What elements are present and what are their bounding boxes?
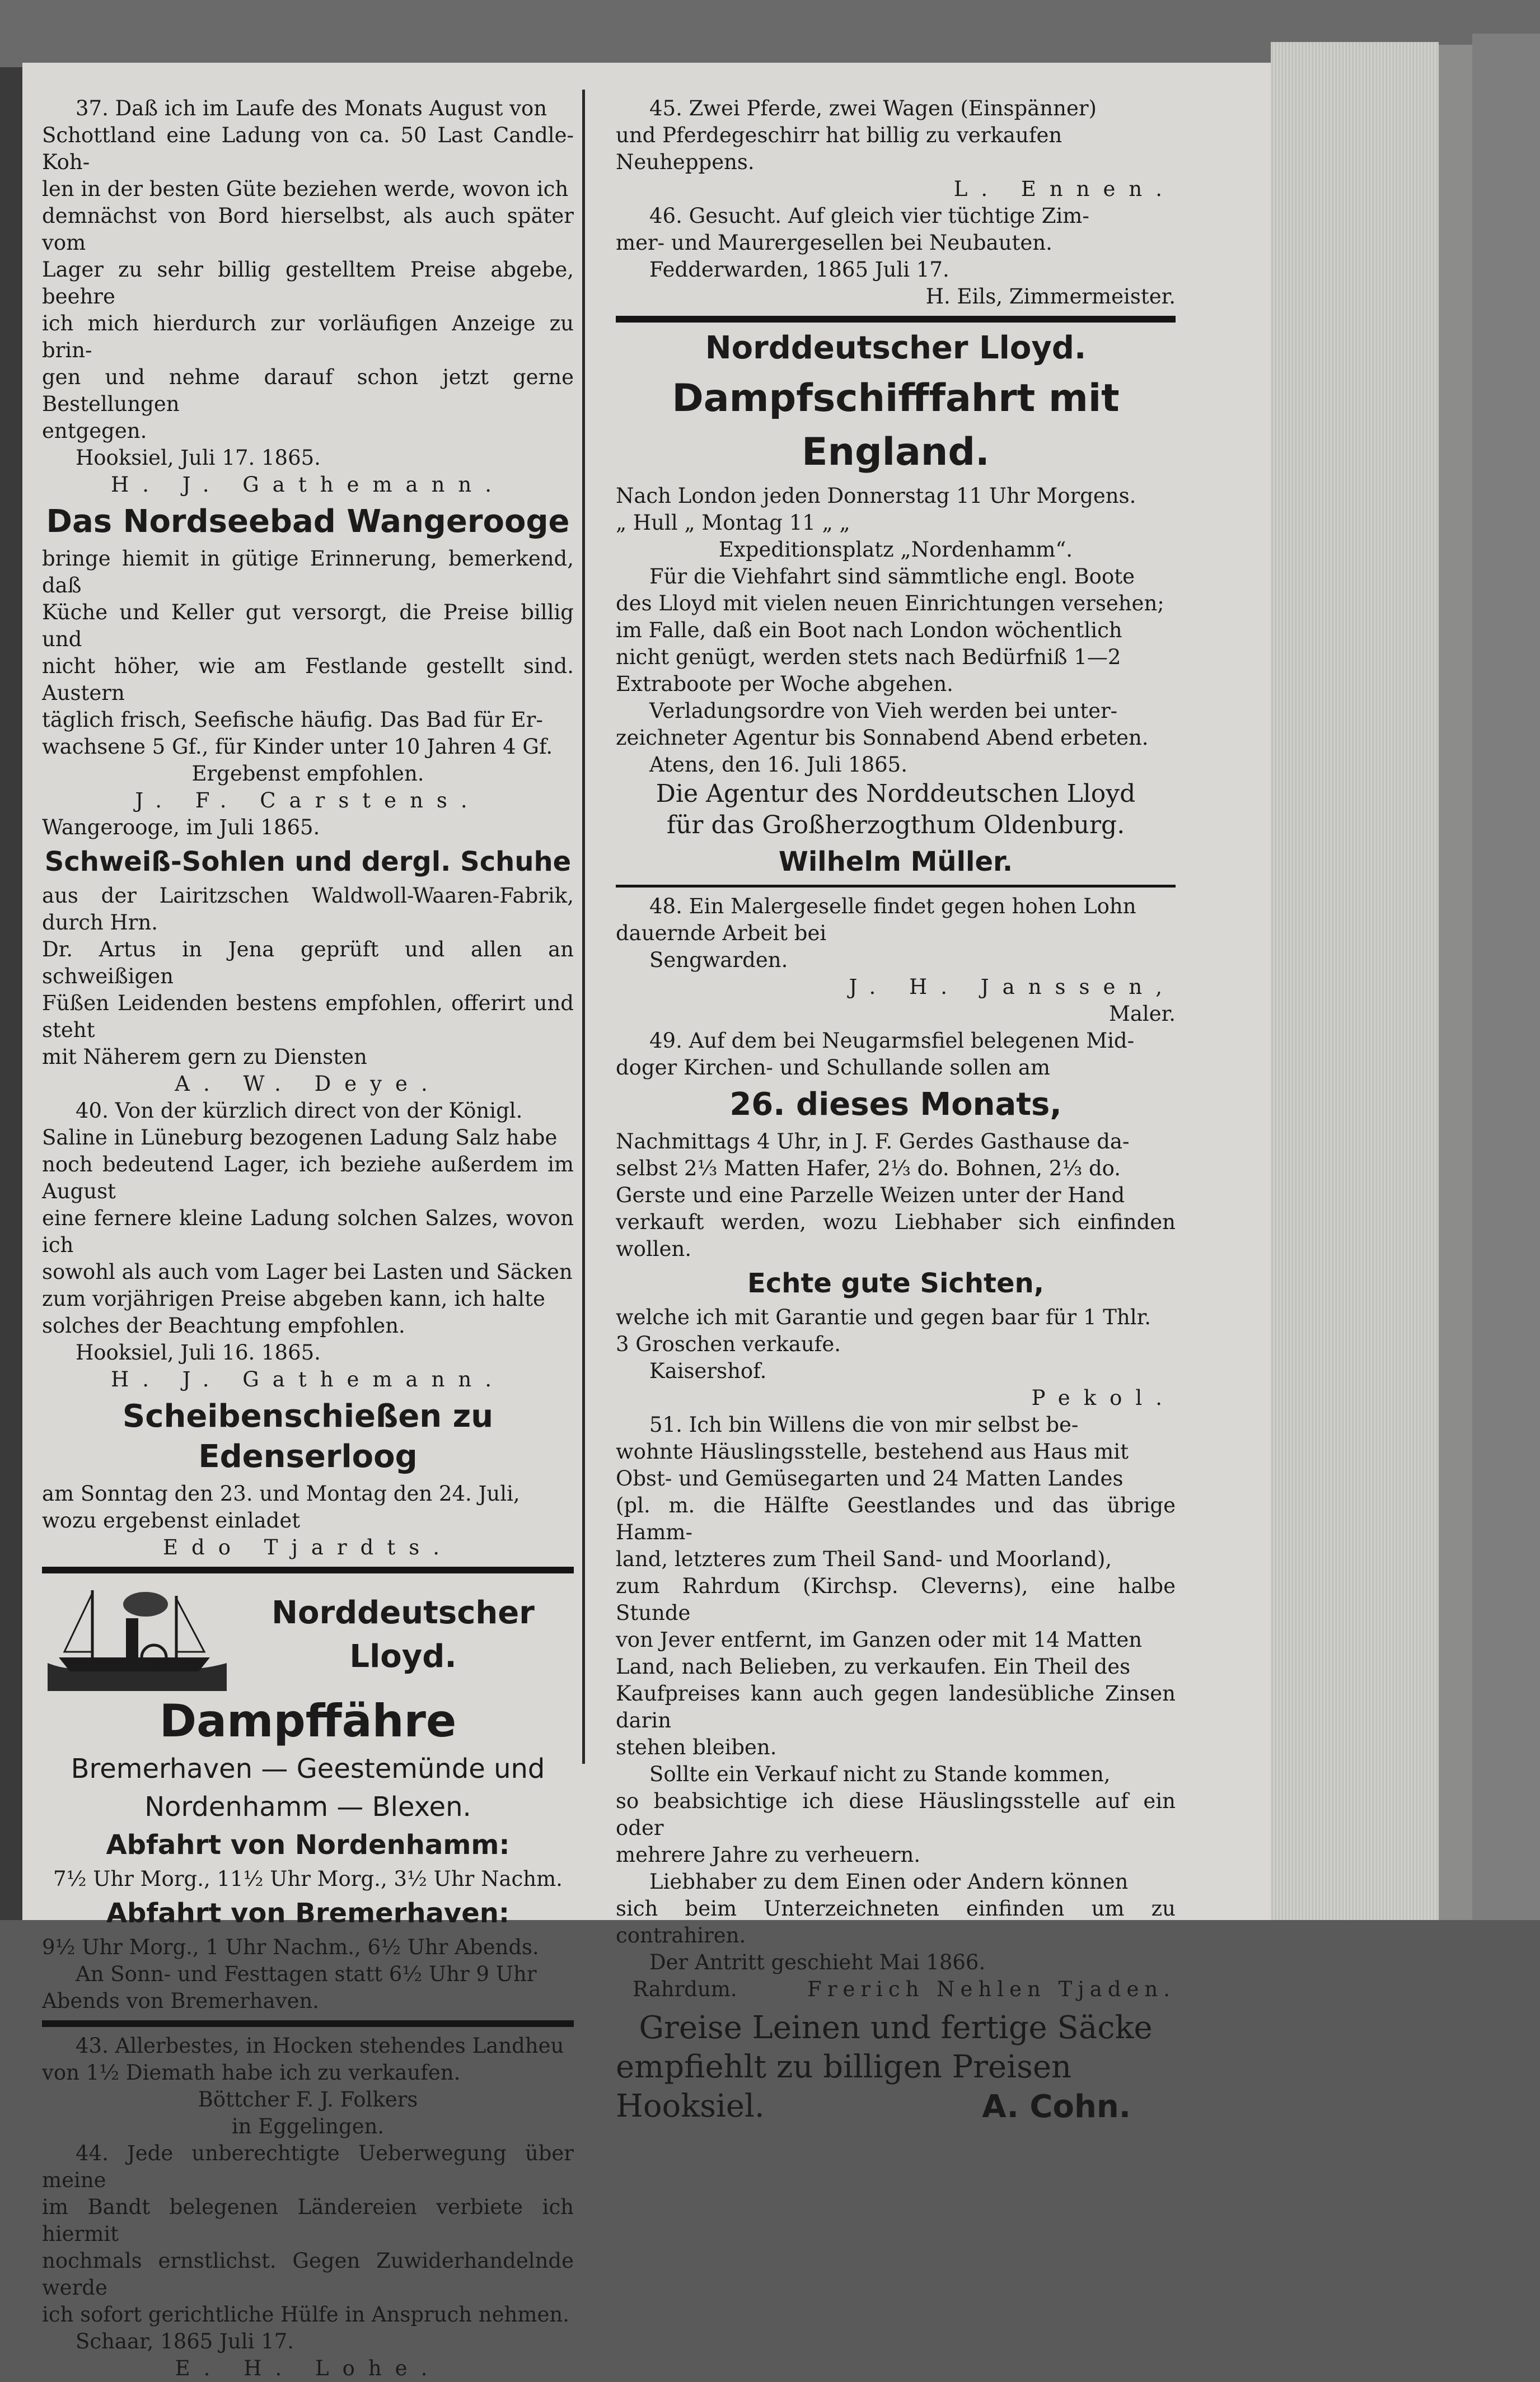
text-line: so beabsichtige ich diese Häuslingsstelle auf ein oder xyxy=(616,1789,1176,1840)
text-line: verkauft werden, wozu Liebhaber sich einfinden wollen. xyxy=(616,1210,1176,1261)
ad-scheibenschiessen xyxy=(42,1396,574,1561)
text-line: ich sofort gerichtliche Hülfe in Anspruch nehmen. xyxy=(42,2302,569,2327)
text-line: solches der Beachtung empfohlen. xyxy=(42,1314,405,1338)
ad-lloyd-england xyxy=(616,328,1176,879)
ad-schweiss-sohlen xyxy=(42,844,574,1097)
text-line: mer- und Maurergesellen bei Neubauten. xyxy=(616,231,1052,255)
signature-title: Maler. xyxy=(1108,1002,1176,1026)
ad-43 xyxy=(42,2033,574,2140)
ad-heading: Norddeutscher Lloyd. xyxy=(705,330,1087,366)
ad-48 xyxy=(616,893,1176,1027)
ad-37 xyxy=(42,95,574,498)
facing-page-edge xyxy=(0,67,22,1920)
text-line: Nach London jeden Donnerstag 11 Uhr Morgens. xyxy=(616,484,1136,508)
text-line: im Bandt belegenen Ländereien verbiete ich hiermit xyxy=(42,2195,574,2246)
signature: A. Cohn. xyxy=(982,2089,1131,2125)
place-date: Atens, den 16. Juli 1865. xyxy=(649,753,907,777)
text-line: zum vorjährigen Preise abgeben kann, ich halte xyxy=(42,1287,545,1311)
signature: H. J. Gathemann. xyxy=(110,1367,505,1391)
text-line: 46. Gesucht. Auf gleich vier tüchtige Zim- xyxy=(649,204,1089,228)
departure-heading: Abfahrt von Bremerhaven: xyxy=(106,1898,510,1929)
text-line: eine fernere kleine Ladung solchen Salzes, wovon ich xyxy=(42,1206,574,1257)
ad-heading: Norddeutscher xyxy=(272,1595,535,1631)
text-line: Obst- und Gemüsegarten und 24 Matten Landes xyxy=(616,1466,1124,1491)
left-column xyxy=(42,95,574,2382)
section-rule xyxy=(42,1567,574,1573)
text-line: len in der besten Güte beziehen werde, wovon ich xyxy=(42,177,569,201)
section-rule xyxy=(42,2020,574,2027)
ad-51 xyxy=(616,1412,1176,2003)
text-line: 51. Ich bin Willens die von mir selbst be- xyxy=(649,1413,1079,1437)
ad-cohn xyxy=(616,2009,1176,2127)
text-line: mehrere Jahre zu verheuern. xyxy=(616,1843,921,1867)
ad-lloyd-ferry xyxy=(42,1579,574,2015)
book-cover-edge xyxy=(1472,34,1540,1920)
place: Hooksiel. xyxy=(616,2088,765,2124)
text-line: Sollte ein Verkauf nicht zu Stande kommen, xyxy=(649,1762,1111,1786)
text-line: 48. Ein Malergeselle findet gegen hohen Lohn xyxy=(649,894,1136,918)
ad-49 xyxy=(616,1027,1176,1263)
ad-heading: empfiehlt zu billigen Preisen xyxy=(616,2049,1072,2085)
text-line: Liebhaber zu dem Einen oder Andern können xyxy=(649,1870,1129,1894)
text-line: des Lloyd mit vielen neuen Einrichtungen versehen; xyxy=(616,591,1164,615)
route-line: Bremerhaven — Geestemünde und xyxy=(71,1753,545,1785)
signature: H. Eils, Zimmermeister. xyxy=(925,284,1176,309)
text-line: täglich frisch, Seefische häufig. Das Bad für Er- xyxy=(42,708,543,732)
page-stack-edge xyxy=(1271,42,1439,1920)
ad-45 xyxy=(616,95,1176,203)
ferry-header xyxy=(42,1579,574,1691)
ad-heading: Das Nordseebad Wangerooge xyxy=(46,503,570,540)
text-line: Extraboote per Woche abgehen. xyxy=(616,672,953,696)
text-line: nochmals ernstlichst. Gegen Zuwiderhandelnde werde xyxy=(42,2249,574,2300)
signature: Pekol. xyxy=(1031,1386,1176,1410)
text-line: Saline in Lüneburg bezogenen Ladung Salz habe xyxy=(42,1125,558,1150)
text-line: Land, nach Belieben, zu verkaufen. Ein Theil des xyxy=(616,1655,1131,1679)
text-line: gen und nehme darauf schon jetzt gerne Bestellungen xyxy=(42,365,574,416)
text-line: wozu ergebenst einladet xyxy=(42,1508,301,1533)
text-line: 49. Auf dem bei Neugarmsfiel belegenen Mid- xyxy=(649,1029,1135,1053)
text-line: Abends von Bremerhaven. xyxy=(42,1989,320,2013)
ad-sichten xyxy=(616,1266,1176,1412)
text-line: selbst 2⅓ Matten Hafer, 2⅓ do. Bohnen, 2⅓ do. xyxy=(616,1156,1121,1180)
text-line: von 1½ Diemath habe ich zu verkaufen. xyxy=(42,2061,461,2085)
text-line: Schottland eine Ladung von ca. 50 Last Candle-Koh- xyxy=(42,123,574,174)
text-line: mit Näherem gern zu Diensten xyxy=(42,1045,367,1069)
agency-line: für das Großherzogthum Oldenburg. xyxy=(666,811,1125,839)
departure-times: 7½ Uhr Morg., 11½ Uhr Morg., 3½ Uhr Nachm. xyxy=(53,1867,563,1891)
agent-name: Wilhelm Müller. xyxy=(778,846,1013,877)
text-line: bringe hiemit in gütige Erinnerung, bemerkend, daß xyxy=(42,547,574,597)
text-line: nicht höher, wie am Festlande gestellt sind. Austern xyxy=(42,654,574,705)
section-rule xyxy=(616,316,1176,323)
ad-heading: Echte gute Sichten, xyxy=(747,1268,1044,1299)
column-divider xyxy=(582,90,585,1764)
text-line: sich beim Unterzeichneten einfinden um zu contrahiren. xyxy=(616,1897,1176,1947)
ad-46 xyxy=(616,203,1176,310)
text-line: am Sonntag den 23. und Montag den 24. Juli, xyxy=(42,1482,520,1506)
departure-times: 9½ Uhr Morg., 1 Uhr Nachm., 6½ Uhr Abends. xyxy=(42,1935,539,1959)
text-line: Küche und Keller gut versorgt, die Preise billig und xyxy=(42,600,574,651)
text-line: doger Kirchen- und Schullande sollen am xyxy=(616,1055,1050,1080)
agency-line: Die Agentur des Norddeutschen Lloyd xyxy=(656,779,1136,808)
signature: E. H. Lohe. xyxy=(175,2356,441,2380)
text-line: noch bedeutend Lager, ich beziehe außerdem im August xyxy=(42,1152,574,1203)
place-date: Hooksiel, Juli 16. 1865. xyxy=(76,1341,321,1365)
text-line: sowohl als auch vom Lager bei Lasten und Säcken xyxy=(42,1260,573,1284)
text-line: 44. Jede unberechtigte Ueberwegung über meine xyxy=(42,2141,574,2192)
text-line: 37. Daß ich im Laufe des Monats August von xyxy=(76,96,547,120)
signature: Frerich Nehlen Tjaden. xyxy=(807,1977,1176,2001)
text-line: „ Hull „ Montag 11 „ „ xyxy=(616,511,850,535)
ad-44 xyxy=(42,2140,574,2382)
text-line: entgegen. xyxy=(42,419,147,443)
text-line: Der Antritt geschieht Mai 1866. xyxy=(649,1950,986,1974)
text-line: und Pferdegeschirr hat billig zu verkaufen xyxy=(616,123,1062,147)
text-line: Verladungsordre von Vieh werden bei unter- xyxy=(649,699,1118,723)
text-line: demnächst von Bord hierselbst, als auch später vom xyxy=(42,204,574,255)
text-line: Füßen Leidenden bestens empfohlen, offerirt und steht xyxy=(42,991,574,1042)
signature: H. J. Gathemann. xyxy=(110,473,505,497)
ad-heading: Scheibenschießen zu Edenserloog xyxy=(122,1398,494,1475)
signature: Böttcher F. J. Folkers xyxy=(198,2087,418,2112)
text-line: An Sonn- und Festtagen statt 6½ Uhr 9 Uhr xyxy=(76,1962,537,1986)
text-line: Für die Viehfahrt sind sämmtliche engl. Boote xyxy=(649,564,1135,589)
place: Sengwarden. xyxy=(649,948,788,972)
ferry-heading-group xyxy=(232,1590,574,1680)
signature: J. H. Janssen, xyxy=(849,975,1176,999)
text-line: wachsene 5 Gf., für Kinder unter 10 Jahren 4 Gf. xyxy=(42,735,553,759)
ad-heading: Dampfschifffahrt mit England. xyxy=(672,376,1120,474)
signature: in Eggelingen. xyxy=(231,2114,385,2138)
text-line: Gerste und eine Parzelle Weizen unter der Hand xyxy=(616,1183,1125,1207)
text-line: (pl. m. die Hälfte Geestlandes und das übrige Hamm- xyxy=(616,1493,1176,1544)
text-line: stehen bleiben. xyxy=(616,1735,777,1759)
ad-heading: Greise Leinen und fertige Säcke xyxy=(639,2010,1153,2046)
text-line: Nachmittags 4 Uhr, in J. F. Gerdes Gasthause da- xyxy=(616,1129,1130,1153)
ad-heading: Schweiß-Sohlen und dergl. Schuhe xyxy=(44,846,572,877)
signature: L. Ennen. xyxy=(953,177,1176,201)
ad-40 xyxy=(42,1097,574,1393)
ad-heading: Lloyd. xyxy=(349,1638,457,1675)
place-date: Wangerooge, im Juli 1865. xyxy=(42,815,320,839)
ad-heading: Dampffähre xyxy=(159,1695,457,1747)
text-line: aus der Lairitzschen Waldwoll-Waaren-Fabrik, durch Hrn. xyxy=(42,884,574,935)
text-line: ich mich hierdurch zur vorläufigen Anzeige zu brin- xyxy=(42,311,574,362)
ad-nordseebad xyxy=(42,502,574,841)
departure-heading: Abfahrt von Nordenhamm: xyxy=(106,1829,510,1861)
date-heading: 26. dieses Monats, xyxy=(729,1086,1062,1123)
text-line: Dr. Artus in Jena geprüft und allen an schweißigen xyxy=(42,937,574,988)
signature: Edo Tjardts. xyxy=(163,1535,453,1559)
route-line: Nordenhamm — Blexen. xyxy=(144,1791,471,1823)
place-date: Schaar, 1865 Juli 17. xyxy=(76,2329,294,2353)
text-line: welche ich mit Garantie und gegen baar für 1 Thlr. xyxy=(616,1305,1151,1329)
text-line: 3 Groschen verkaufe. xyxy=(616,1332,841,1356)
text-line: 43. Allerbestes, in Hocken stehendes Landheu xyxy=(76,2034,564,2058)
text-line: land, letzteres zum Theil Sand- und Moorland), xyxy=(616,1547,1112,1571)
text-line: wohnte Häuslingsstelle, bestehend aus Haus mit xyxy=(616,1440,1129,1464)
text-line: zeichneter Agentur bis Sonnabend Abend erbeten. xyxy=(616,726,1149,750)
text-line: Kaufpreises kann auch gegen landesübliche Zinsen darin xyxy=(616,1682,1176,1732)
page-stack-shadow xyxy=(1439,45,1472,1920)
place-date: Fedderwarden, 1865 Juli 17. xyxy=(649,258,949,282)
text-line: dauernde Arbeit bei xyxy=(616,921,827,945)
steamship-icon xyxy=(42,1579,232,1691)
text-line: 40. Von der kürzlich direct von der Königl. xyxy=(76,1099,523,1123)
text-line: 45. Zwei Pferde, zwei Wagen (Einspänner) xyxy=(649,96,1097,120)
signature: J. F. Carstens. xyxy=(135,788,481,812)
right-column xyxy=(616,95,1176,2127)
signature-row xyxy=(616,2087,1176,2127)
text-line: von Jever entfernt, im Ganzen oder mit 14 Matten xyxy=(616,1628,1143,1652)
text-line: im Falle, daß ein Boot nach London wöchentlich xyxy=(616,618,1122,642)
place: Kaisershof. xyxy=(649,1359,767,1383)
text-line: Ergebenst empfohlen. xyxy=(191,762,424,786)
place: Rahrdum. xyxy=(633,1977,737,2001)
text-line: zum Rahrdum (Kirchsp. Cleverns), eine halbe Stunde xyxy=(616,1574,1176,1625)
signature-row xyxy=(616,1976,1176,2003)
section-rule xyxy=(616,885,1176,888)
text-line: nicht genügt, werden stets nach Bedürfniß 1—2 xyxy=(616,645,1121,669)
signature: A. W. Deye. xyxy=(175,1072,441,1096)
place: Neuheppens. xyxy=(616,150,755,174)
text-line: Expeditionsplatz „Nordenhamm“. xyxy=(718,538,1073,562)
text-line: Lager zu sehr billig gestelltem Preise abgebe, beehre xyxy=(42,258,574,309)
place-date: Hooksiel, Juli 17. 1865. xyxy=(76,446,321,470)
